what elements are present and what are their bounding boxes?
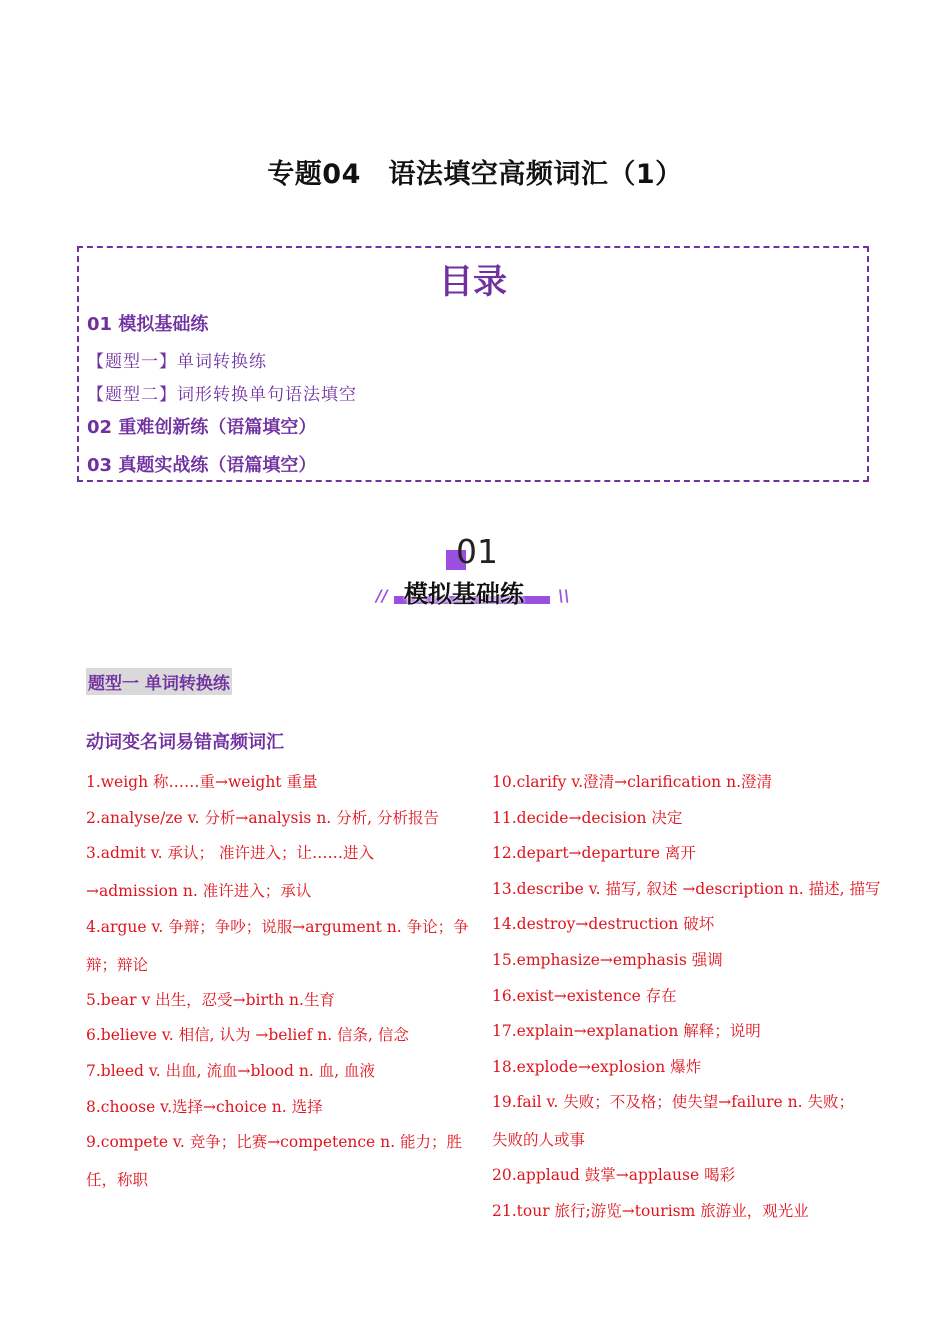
toc-item-section-1[interactable]: 01 模拟基础练 [87, 314, 209, 335]
question-type-label: 题型一 单词转换练 [86, 668, 232, 695]
vocab-line: 18.explode→explosion 爆炸 [492, 1058, 702, 1076]
vocab-line: 19.fail v. 失败；不及格；使失望→failure n. 失败； [492, 1093, 854, 1111]
vocab-line: 9.compete v. 竞争；比赛→competence n. 能力；胜 [86, 1133, 462, 1151]
vocab-line: 5.bear v 出生，忍受→birth n.生育 [86, 991, 335, 1009]
vocab-line: 2.analyse/ze v. 分析→analysis n. 分析, 分析报告 [86, 809, 440, 827]
vocab-line: 7.bleed v. 出血, 流血→blood n. 血, 血液 [86, 1062, 376, 1080]
left-slash-decoration: // [376, 586, 388, 605]
vocab-line: 任，称职 [86, 1171, 149, 1189]
vocab-line: 11.decide→decision 决定 [492, 809, 683, 827]
vocab-line: 3.admit v. 承认； 准许进入；让……进入 [86, 844, 374, 862]
toc-item-type-1[interactable]: 【题型一】单词转换练 [87, 352, 267, 372]
vocab-line: 失败的人或事 [492, 1131, 586, 1149]
vocab-line: 4.argue v. 争辩；争吵；说服→argument n. 争论；争 [86, 918, 469, 936]
vocab-line: 10.clarify v.澄清→clarification n.澄清 [492, 773, 772, 791]
vocab-line: 20.applaud 鼓掌→applause 喝彩 [492, 1166, 736, 1184]
toc-item-section-3[interactable]: 03 真题实战练（语篇填空） [87, 455, 317, 476]
table-of-contents [77, 246, 869, 482]
toc-item-type-2[interactable]: 【题型二】词形转换单句语法填空 [87, 385, 357, 405]
vocab-line: 15.emphasize→emphasis 强调 [492, 951, 723, 969]
vocab-line: 8.choose v.选择→choice n. 选择 [86, 1098, 323, 1116]
right-slash-decoration: \\ [558, 586, 570, 605]
vocab-line: 14.destroy→destruction 破坏 [492, 915, 715, 933]
vocab-line: 辩；辩论 [86, 956, 149, 974]
vocab-line: 17.explain→explanation 解释；说明 [492, 1022, 761, 1040]
vocab-line: 13.describe v. 描写, 叙述 →description n. 描述, 描写 [492, 880, 881, 898]
toc-item-section-2[interactable]: 02 重难创新练（语篇填空） [87, 417, 317, 438]
vocab-line: 12.depart→departure 离开 [492, 844, 696, 862]
vocab-line: 16.exist→existence 存在 [492, 987, 677, 1005]
vocab-line: 21.tour 旅行;游览→tourism 旅游业，观光业 [492, 1202, 809, 1220]
vocab-line: →admission n. 准许进入；承认 [86, 882, 312, 900]
vocab-subheading: 动词变名词易错高频词汇 [86, 732, 284, 753]
vocab-line: 6.believe v. 相信, 认为 →belief n. 信条, 信念 [86, 1026, 409, 1044]
section-badge [370, 530, 580, 612]
section-number: 01 [456, 532, 498, 571]
toc-heading: 目录 [439, 262, 507, 302]
section-label: 模拟基础练 [404, 580, 524, 608]
page-title: 专题04 语法填空高频词汇（1） [267, 159, 683, 190]
vocab-line: 1.weigh 称……重→weight 重量 [86, 773, 318, 791]
